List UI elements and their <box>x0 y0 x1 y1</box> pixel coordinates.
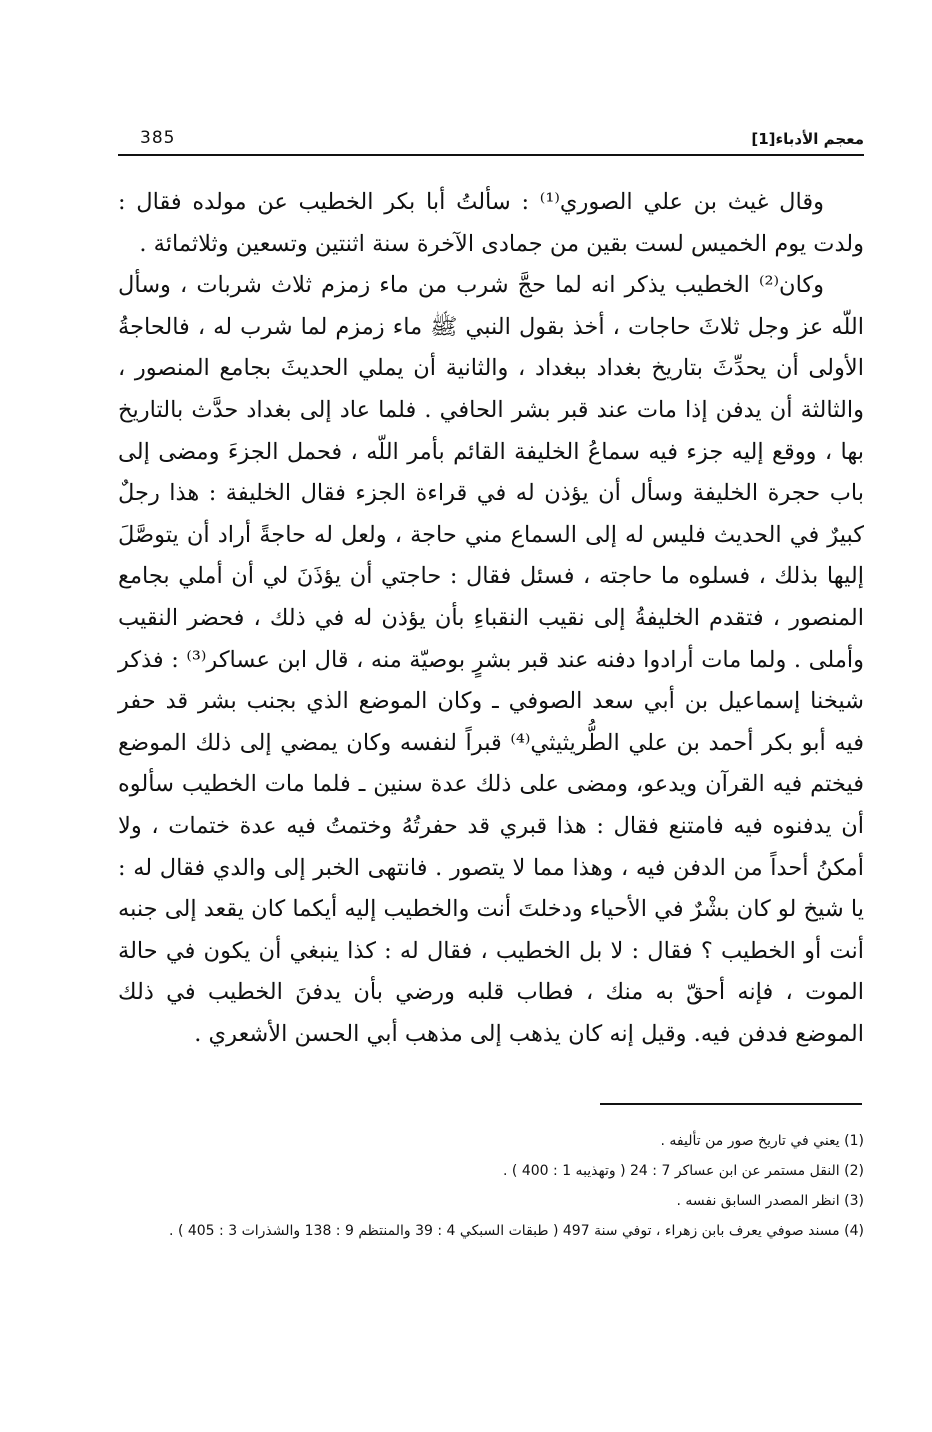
paragraph: وكان⁽²⁾ الخطيب يذكر انه لما حجَّ شرب من ماء زمزم ثلاث شربات ، وسأل اللّه عز وجل ثلاثَ حاجات ، أخذ بقول النبي ﷺ ماء زمزم لما شرب له ، فالحاجةُ الأولى أن يحدِّثَ بتاريخ بغداد ببغداد ، والثانية أن يملي الحديثَ بجامع المنصور ، والثالثة أن يدفن إذا مات عند قبر بشر الحافي . فلما عاد إلى بغداد حدَّث بالتاريخ بها ، ووقع إليه جزء فيه سماعُ الخليفة القائم بأمر اللّه ، فحمل الجزءَ ومضى إلى باب حجرة الخليفة وسأل أن يؤذن له في قراءة الجزء فقال الخليفة : هذا رجلٌ كبيرٌ في الحديث فليس له إلى السماع مني حاجة ، ولعل له حاجةً أراد أن يتوصَّلَ إليها بذلك ، فسلوه ما حاجته ، فسئل فقال : حاجتي أن يؤذَنَ لي أن أملي بجامع المنصور ، فتقدم الخليفةُ إلى نقيب النقباءِ بأن يؤذن له في ذلك ، فحضر النقيب وأملى . ولما مات أرادوا دفنه عند قبر بشرٍ بوصيّة منه ، قال ابن عساكر⁽³⁾ : فذكر شيخنا إسماعيل بن أبي سعد الصوفي ـ وكان الموضع الذي بجنب بشر قد حفر فيه أبو بكر أحمد بن علي الطُّريثيثي⁽⁴⁾ قبراً لنفسه وكان يمضي إلى ذلك الموضع فيختم فيه القرآن ويدعو، ومضى على ذلك عدة سنين ـ فلما مات الخطيب سألوه أن يدفنوه فيه فامتنع فقال : هذا قبري قد حفرتُهُ وختمتُ فيه عدة ختمات ، ولا أمكنُ أحداً من الدفن فيه ، وهذا مما لا يتصور . فانتهى الخبر إلى والدي فقال له : يا شيخ لو كان بشْرٌ في الأحياء ودخلتَ أنت والخطيب إليه أيكما كان يقعد إلى جنبه أنت أو الخطيب ؟ فقال : لا بل الخطيب ، فقال له : كذا ينبغي أن يكون في حالة الموت ، فإنه أحقّ به منك ، فطاب قلبه ورضي بأن يدفنَ الخطيب في ذلك الموضع فدفن فيه. وقيل إنه كان يذهب إلى مذهب أبي الحسن الأشعري . <box>118 272 864 1047</box>
page-header <box>118 110 864 156</box>
footnote-divider <box>600 1103 862 1105</box>
footnotes <box>118 1126 864 1246</box>
main-text <box>118 182 864 1055</box>
footnote: (1) يعني في تاريخ صور من تأليفه . <box>660 1133 864 1149</box>
page-number: 385 <box>140 128 176 148</box>
footnote: (4) مسند صوفي يعرف بابن زهراء ، توفي سنة 497 ( طبقات السبكي 4 : 39 والمنتظم 9 : 138 والشذرات 3 : 405 ) . <box>169 1223 864 1239</box>
running-head: معجم الأدباء[1] <box>751 130 864 148</box>
footnote: (2) النقل مستمر عن ابن عساكر 7 : 24 ( وتهذيبه 1 : 400 ) . <box>503 1163 864 1179</box>
footnote: (3) انظر المصدر السابق نفسه . <box>676 1193 864 1209</box>
paragraph: وقال غيث بن علي الصوري⁽¹⁾ : سألتُ أبا بكر الخطيب عن مولده فقال : ولدت يوم الخميس لست بقين من جمادى الآخرة سنة اثنتين وتسعين وثلاثمائة . <box>118 189 864 257</box>
